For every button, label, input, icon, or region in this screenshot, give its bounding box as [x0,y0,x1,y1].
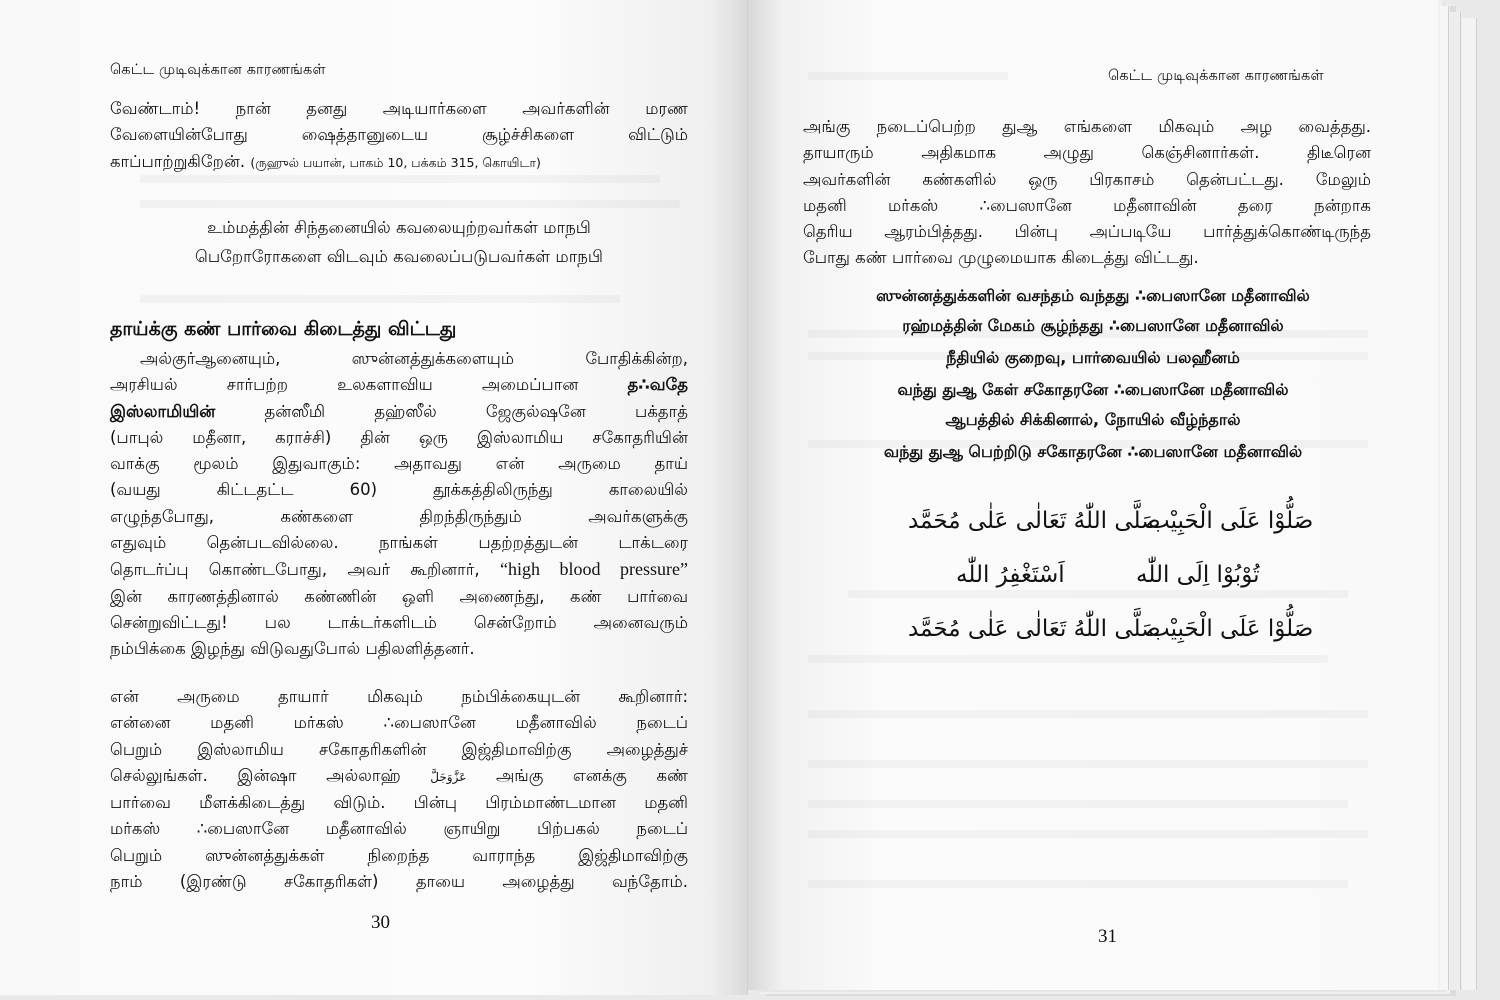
body-paragraph [803,114,1371,272]
text-line: அவர்களின் கண்களில் ஒரு பிரகாசம் தென்பட்டது. மேலும் [803,169,1371,189]
text-line: என்னை மதனி மர்கஸ் ∴பைஸானே மதீனாவில் நடைப் [110,713,688,733]
page-edge [1450,12,1461,990]
poem-line: வந்து துஆ கேள் சகோதரனே ∴பைஸானே மதீனாவில் [897,380,1289,399]
section-heading: தாய்க்கு கண் பார்வை கிடைத்து விட்டது [110,318,457,340]
text-line: வேண்டாம்! நான் தனது அடியார்களை அவர்களின் மரண [110,99,688,118]
text-line: அரசியல் சார்பற்ற உலகளாவிய அமைப்பான த∴வதே [110,375,688,395]
salawat-phrase: صَلَّى اللّٰهُ تَعَالٰى عَلٰى مُحَمَّد [908,508,1161,534]
text-line: (பாபுல் மதீனா, கராச்சி) தின் ஒரு இஸ்லாமிய சகோதரியின் [110,427,688,447]
intro-paragraph [110,96,688,176]
page-edge [1462,18,1477,990]
page-edge [1440,6,1449,990]
salawat-phrase: صَلُّوْا عَلَى الْحَبِيْب [1148,508,1314,534]
istighfar-phrase: اَسْتَغْفِرُ اللّٰه [956,562,1065,588]
page-number: 30 [371,912,390,933]
text-line: போது கண் பார்வை முழுமையாக கிடைத்து விட்டது. [803,248,1199,268]
text-line: நாம் (இரண்டு சகோதரிகள்) தாயை அழைத்து வந்தோம். [110,872,688,892]
reference-citation: (ருஹுல் பயான், பாகம் 10, பக்கம் 315, கொயிடா) [250,154,541,170]
text-line: பெறும் இஸ்லாமிய சகோதரிகளின் இஜ்திமாவிற்கு அழைத்துச் [110,739,688,759]
arabic-honorific: عَزَّوَجَلَّ [430,769,467,784]
text-line: தெரிய ஆரம்பித்தது. பின்பு அப்படியே பார்த்துக்கொண்டிருந்த [803,222,1371,242]
text-line: வாக்கு மூலம் இதுவாகும்: அதாவது என் அருமை தாய் [110,454,688,474]
couplet-line: உம்மத்தின் சிந்தனையில் கவலையுற்றவர்கள் மாநபி [207,218,591,237]
text-line: இன் காரணத்தினால் கண்ணின் ஒளி அணைந்து, கண் பார்வை [110,586,688,606]
body-paragraph-1 [110,346,688,663]
text-line: சென்றுவிட்டது! பல டாக்டர்களிடம் சென்றோம் அனைவரும் [110,612,688,632]
right-page [748,0,1438,990]
text-line: அங்கு நடைப்பெற்ற துஆ எங்களை மிகவும் அழ வைத்தது. [803,117,1371,136]
text-line: செல்லுங்கள். இன்ஷா அல்லாஹ் عَزَّوَجَلَّ அங்கு எனக்கு கண் [110,765,688,785]
running-header: கெட்ட முடிவுக்கான காரணங்கள் [1108,68,1324,84]
repentance-phrase: تُوْبُوْا اِلَى اللّٰه [1136,562,1260,588]
text-line: தாயாரும் அதிகமாக அழுது கெஞ்சினார்கள். திடீரென [803,143,1371,163]
couplet-line: பெறோரோகளை விடவும் கவலைப்படுபவர்கள் மாநபி [195,247,603,266]
poem-line: ஸுன்னத்துக்களின் வசந்தம் வந்தது ∴பைஸானே மதீனாவில் [876,286,1310,305]
text-line: என் அருமை தாயார் மிகவும் நம்பிக்கையுடன் கூறினார்: [110,687,688,706]
text-line: அல்குர்ஆனையும், ஸுன்னத்துக்களையும் போதிக்கின்ற, [140,349,688,368]
text-line: காப்பாற்றுகிறேன். (ருஹுல் பயான், பாகம் 10, பக்கம் 315, கொயிடா) [110,151,541,171]
text-line: மதனி மர்கஸ் ∴பைஸானே மதீனாவின் தரை நன்றாக [803,195,1371,215]
poem-line: ரஹ்மத்தின் மேகம் சூழ்ந்தது ∴பைஸானே மதீனாவில் [902,316,1284,335]
page-number: 31 [1098,926,1117,947]
text-line: வேளையின்போது ஷைத்தானுடைய சூழ்ச்சிகளை விட்டும் [110,125,688,145]
salawat-phrase: صَلَّى اللّٰهُ تَعَالٰى عَلٰى مُحَمَّد [908,616,1161,642]
salawat-phrase: صَلُّوْا عَلَى الْحَبِيْب [1148,616,1314,642]
text-line: (வயது கிட்டதட்ட 60) தூக்கத்திலிருந்து காலையில் [110,480,688,500]
text-line: எதுவும் தென்படவில்லை. நாங்கள் பதற்றத்துடன் டாக்டரை [110,533,688,553]
text-line: இஸ்லாமியின் தன்ஸீமி தஹ்ஸீல் ஜேகுல்ஷனே பக்தாத் [110,401,688,421]
running-header: கெட்ட முடிவுக்கான காரணங்கள் [110,62,326,78]
left-page [0,0,748,995]
text-line: நம்பிக்கை இழந்து விடுவதுபோல் பதிலளித்தனர். [110,639,475,659]
text-line: பெறும் ஸுன்னத்துக்கள் நிறைந்த வாராந்த இஜ்திமாவிற்கு [110,845,688,865]
poem-line: ஆபத்தில் சிக்கினால், நோயில் வீழ்ந்தால் [945,410,1241,429]
text-line: எழுந்தபோது, கண்களை திறந்திருந்தும் அவர்களுக்கு [110,506,688,526]
poem-line: வந்து துஆ பெற்றிடு சகோதரனே ∴பைஸானே மதீனாவில் [883,442,1303,461]
body-paragraph-2 [110,684,688,895]
text-line: தொடர்ப்பு கொண்டபோது, அவர் கூறினார், “high blood pressure” [110,559,689,580]
poem-line: நீதியில் குறைவு, பார்வையில் பலஹீனம் [946,348,1240,367]
text-line: மர்கஸ் ∴பைஸானே மதீனாவில் ஞாயிறு பிற்பகல் நடைப் [110,819,688,839]
text-line: பார்வை மீளக்கிடைத்து விடும். பின்பு பிரம்மாண்டமான மதனி [110,793,688,813]
